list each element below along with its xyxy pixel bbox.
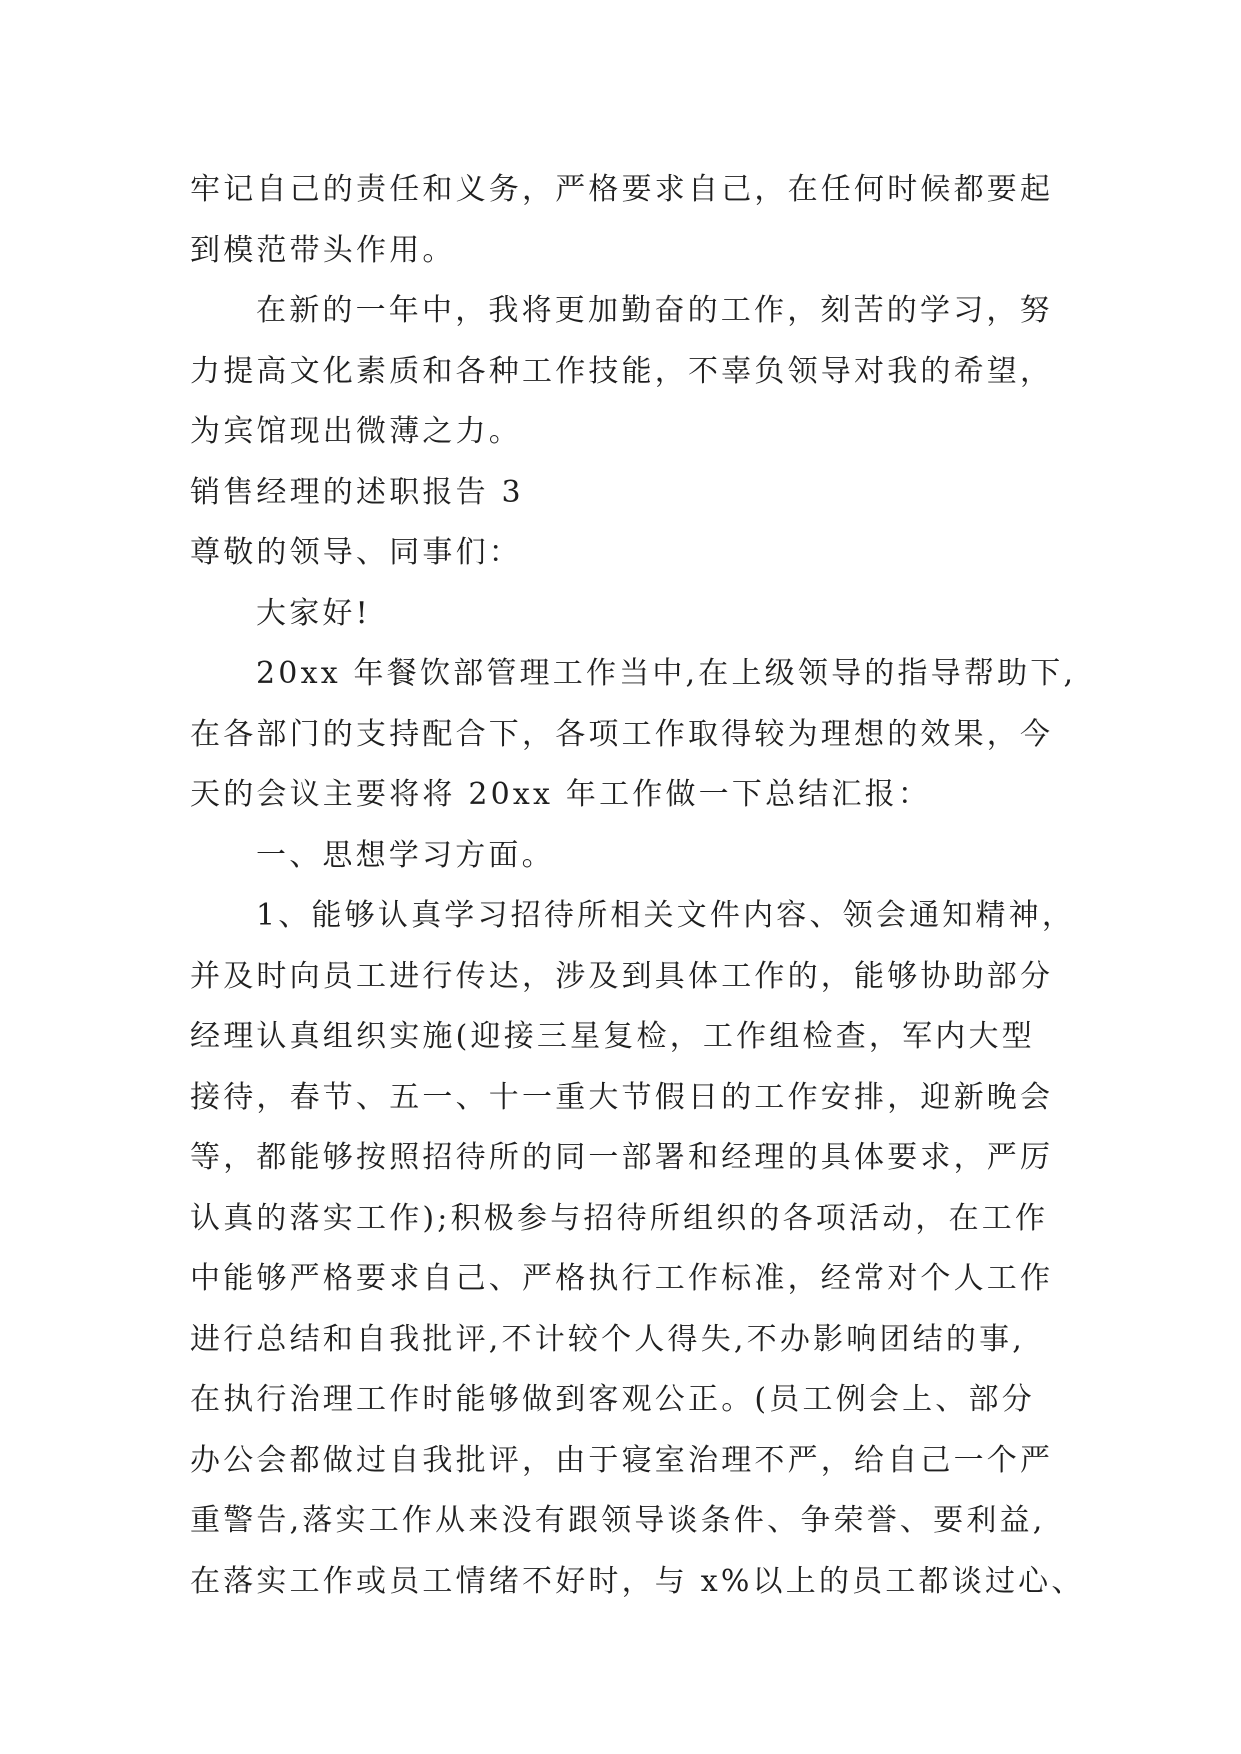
text-line: 重警告,落实工作从来没有跟领导谈条件、争荣誉、要利益, [190,1503,1046,1538]
text-line: 进行总结和自我批评,不计较个人得失,不办影响团结的事, [190,1321,1026,1357]
text-line: 天的会议主要将将 20xx 年工作做一下总结汇报： [190,777,932,812]
text-line: 20xx 年餐饮部管理工作当中,在上级领导的指导帮助下, [256,656,1077,691]
text-line: 认真的落实工作);积极参与招待所组织的各项活动，在工作 [190,1200,1049,1236]
document-body [190,160,1085,1612]
text-line: 在落实工作或员工情绪不好时，与 x%以上的员工都谈过心、 [190,1563,1085,1599]
text-line: 牢记自己的责任和义务，严格要求自己，在任何时候都要起 [190,172,1054,207]
text-line: 经理认真组织实施(迎接三星复检，工作组检查，军内大型 [190,1019,1035,1054]
text-line: 在各部门的支持配合下，各项工作取得较为理想的效果，今 [190,716,1054,752]
text-line: 尊敬的领导、同事们： [190,535,522,570]
text-line: 到模范带头作用。 [190,232,456,268]
text-line: 并及时向员工进行传达，涉及到具体工作的，能够协助部分 [190,958,1054,994]
text-line: 办公会都做过自我批评，由于寝室治理不严，给自己一个严 [190,1442,1054,1478]
text-line: 在执行治理工作时能够做到客观公正。(员工例会上、部分 [190,1382,1035,1417]
text-line: 接待，春节、五一、十一重大节假日的工作安排，迎新晚会 [190,1079,1054,1115]
text-line: 中能够严格要求自己、严格执行工作标准，经常对个人工作 [190,1261,1054,1296]
text-line: 销售经理的述职报告 3 [190,474,524,510]
text-line: 为宾馆现出微薄之力。 [190,414,522,449]
text-line: 等，都能够按照招待所的同一部署和经理的具体要求，严厉 [190,1140,1054,1175]
text-line: 力提高文化素质和各种工作技能，不辜负领导对我的希望， [190,353,1054,389]
text-line: 一、思想学习方面。 [256,837,555,873]
text-line: 大家好! [256,595,371,631]
text-line: 在新的一年中，我将更加勤奋的工作，刻苦的学习，努 [256,293,1053,328]
text-line: 1、能够认真学习招待所相关文件内容、领会通知精神， [256,898,1076,933]
